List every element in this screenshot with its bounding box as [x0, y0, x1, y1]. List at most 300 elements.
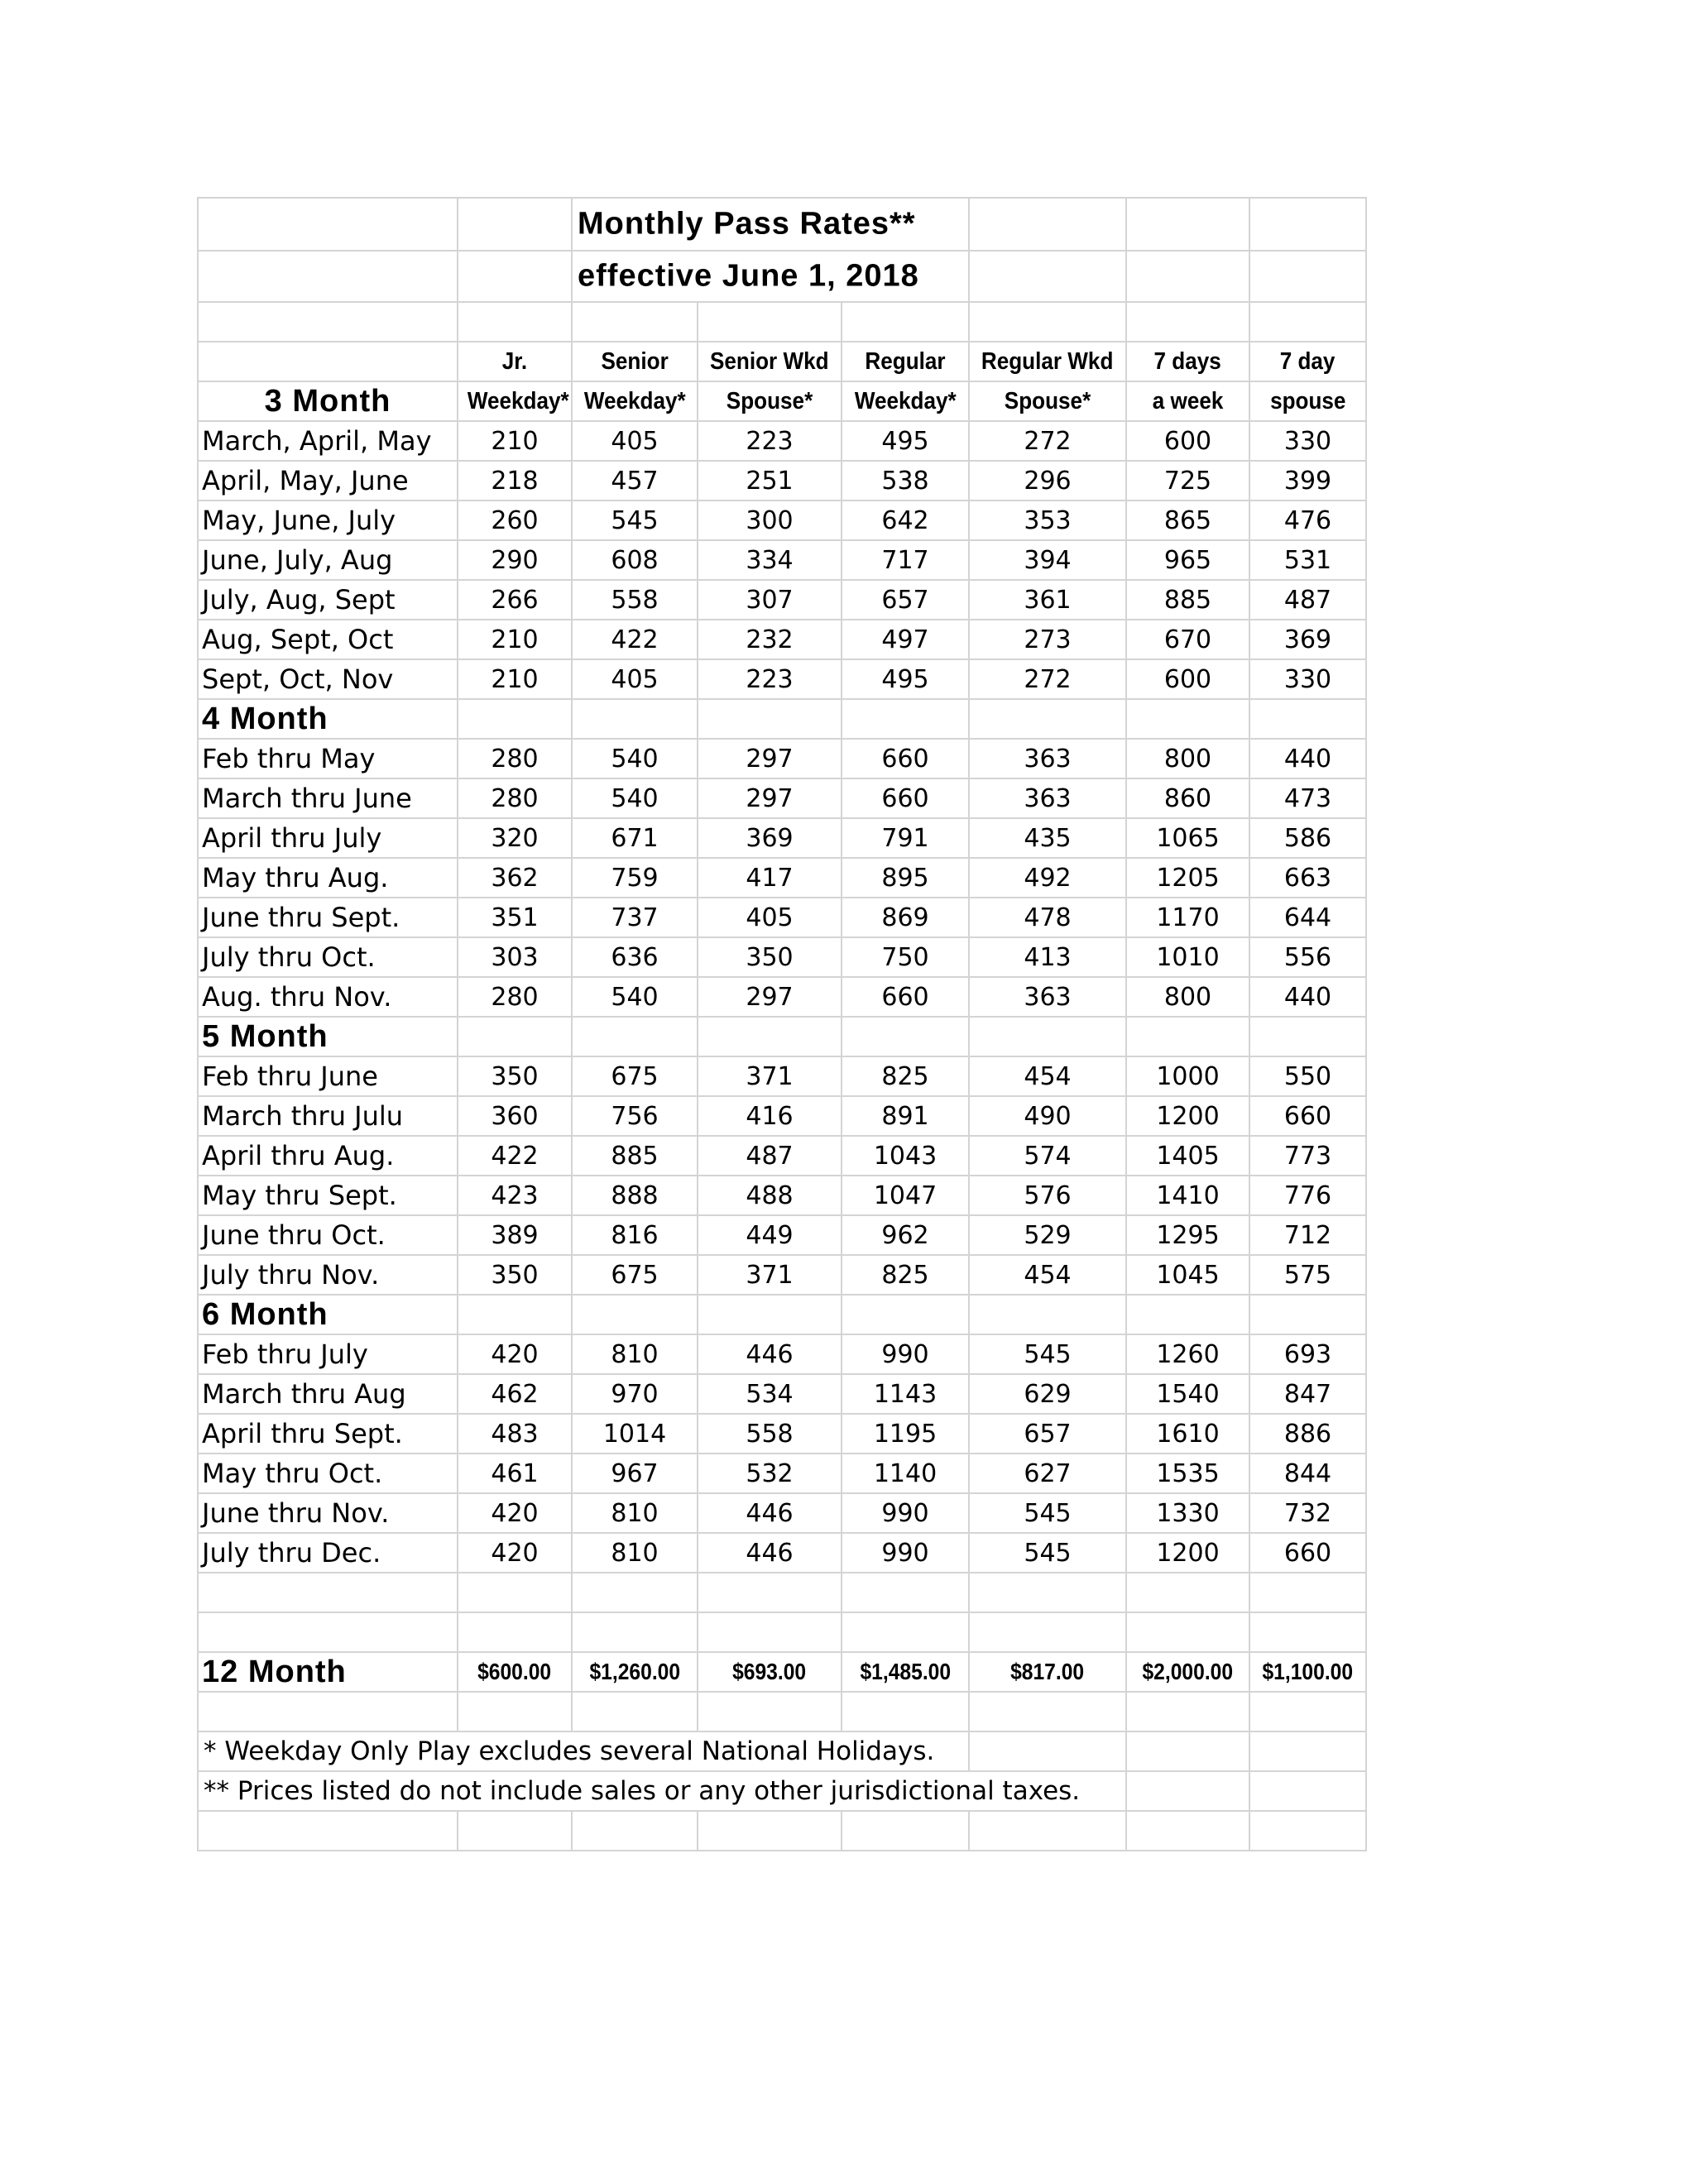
- blank-row: [198, 1612, 1366, 1652]
- empty-cell: [969, 1811, 1126, 1851]
- empty-cell: [1126, 1295, 1249, 1334]
- col-header-top: Regular Wkd: [969, 342, 1126, 381]
- rate-cell: 962: [842, 1215, 969, 1255]
- row-label: June thru Oct.: [198, 1215, 458, 1255]
- rate-cell: 540: [572, 977, 698, 1017]
- rate-cell: 600: [1126, 421, 1249, 461]
- table-row: [198, 977, 1366, 1017]
- row-label: March thru Julu: [198, 1096, 458, 1136]
- blank-row: [198, 1573, 1366, 1612]
- rate-cell: 440: [1249, 739, 1366, 778]
- rate-cell: 885: [1126, 580, 1249, 620]
- empty-cell: [1249, 1573, 1366, 1612]
- blank-row: [198, 302, 1366, 342]
- col-header-bottom: Weekday*: [458, 381, 572, 421]
- rate-cell: 660: [842, 778, 969, 818]
- rate-cell: 540: [572, 778, 698, 818]
- rate-cell: 497: [842, 620, 969, 659]
- row-label: June thru Nov.: [198, 1493, 458, 1533]
- rate-cell: 405: [572, 421, 698, 461]
- rate-cell: 296: [969, 461, 1126, 500]
- rate-cell: 361: [969, 580, 1126, 620]
- row-label: Feb thru May: [198, 739, 458, 778]
- rate-cell: 416: [698, 1096, 842, 1136]
- table-row: [198, 659, 1366, 699]
- table-row: [198, 540, 1366, 580]
- rate-cell: 413: [969, 937, 1126, 977]
- rate-cell: 791: [842, 818, 969, 858]
- rate-cell: 476: [1249, 500, 1366, 540]
- rate-cell: 540: [572, 739, 698, 778]
- rate-cell: 272: [969, 421, 1126, 461]
- rate-cell: 1045: [1126, 1255, 1249, 1295]
- empty-cell: [572, 1811, 698, 1851]
- rate-cell: 330: [1249, 659, 1366, 699]
- empty-cell: [458, 1612, 572, 1652]
- rate-cell: 363: [969, 778, 1126, 818]
- rate-cell: 636: [572, 937, 698, 977]
- rate-cell: 608: [572, 540, 698, 580]
- table-row: [198, 1334, 1366, 1374]
- section-row: [198, 1017, 1366, 1056]
- rate-cell: 847: [1249, 1374, 1366, 1414]
- rate-cell: 869: [842, 898, 969, 937]
- empty-cell: [1249, 1771, 1366, 1811]
- row-label: July thru Nov.: [198, 1255, 458, 1295]
- table-row: [198, 1176, 1366, 1215]
- header-row-top: [198, 342, 1366, 381]
- rate-cell: 350: [458, 1056, 572, 1096]
- rate-cell: 405: [698, 898, 842, 937]
- price-cell: $693.00: [698, 1652, 842, 1692]
- row-label: March thru June: [198, 778, 458, 818]
- rate-cell: 273: [969, 620, 1126, 659]
- rate-cell: 435: [969, 818, 1126, 858]
- row-label: May thru Sept.: [198, 1176, 458, 1215]
- rate-cell: 210: [458, 421, 572, 461]
- row-label: May thru Aug.: [198, 858, 458, 898]
- rate-cell: 210: [458, 620, 572, 659]
- section-heading: 6 Month: [198, 1295, 458, 1334]
- empty-cell: [1249, 1811, 1366, 1851]
- rate-cell: 405: [572, 659, 698, 699]
- row-label: July, Aug, Sept: [198, 580, 458, 620]
- section-heading: 5 Month: [198, 1017, 458, 1056]
- section-heading: 4 Month: [198, 699, 458, 739]
- row-label: Aug, Sept, Oct: [198, 620, 458, 659]
- rate-cell: 965: [1126, 540, 1249, 580]
- rate-cell: 1140: [842, 1454, 969, 1493]
- rate-cell: 657: [842, 580, 969, 620]
- rate-cell: 886: [1249, 1414, 1366, 1454]
- rate-cell: 446: [698, 1533, 842, 1573]
- empty-cell: [458, 1811, 572, 1851]
- table-row: [198, 421, 1366, 461]
- table-row: [198, 580, 1366, 620]
- empty-cell: [1249, 1017, 1366, 1056]
- rate-cell: 1010: [1126, 937, 1249, 977]
- empty-cell: [698, 1811, 842, 1851]
- rate-cell: 422: [458, 1136, 572, 1176]
- row-label: April thru Sept.: [198, 1414, 458, 1454]
- rate-cell: 483: [458, 1414, 572, 1454]
- empty-cell: [198, 1692, 458, 1731]
- empty-cell: [969, 1692, 1126, 1731]
- rate-cell: 1405: [1126, 1136, 1249, 1176]
- rate-cell: 369: [1249, 620, 1366, 659]
- col-header-top: Senior: [572, 342, 698, 381]
- rate-cell: 675: [572, 1056, 698, 1096]
- rate-cell: 725: [1126, 461, 1249, 500]
- empty-cell: [572, 1692, 698, 1731]
- rate-cell: 218: [458, 461, 572, 500]
- rate-cell: 350: [458, 1255, 572, 1295]
- table-row: [198, 1255, 1366, 1295]
- rate-cell: 394: [969, 540, 1126, 580]
- rate-cell: 967: [572, 1454, 698, 1493]
- rate-cell: 1410: [1126, 1176, 1249, 1215]
- rate-cell: 423: [458, 1176, 572, 1215]
- rate-cell: 670: [1126, 620, 1249, 659]
- row-label: Aug. thru Nov.: [198, 977, 458, 1017]
- section-row: [198, 1295, 1366, 1334]
- row-label: March, April, May: [198, 421, 458, 461]
- col-header-top: Jr.: [458, 342, 572, 381]
- rate-cell: 334: [698, 540, 842, 580]
- rate-cell: 351: [458, 898, 572, 937]
- rate-cell: 531: [1249, 540, 1366, 580]
- table-row: [198, 461, 1366, 500]
- rate-cell: 800: [1126, 739, 1249, 778]
- title-row: [198, 198, 1366, 251]
- rate-cell: 307: [698, 580, 842, 620]
- empty-cell: [969, 1612, 1126, 1652]
- rate-cell: 399: [1249, 461, 1366, 500]
- header-row-bottom: [198, 381, 1366, 421]
- twelve-month-row: [198, 1652, 1366, 1692]
- footnote: * Weekday Only Play excludes several National Holidays.: [198, 1731, 969, 1771]
- price-cell: $1,100.00: [1249, 1652, 1366, 1692]
- rate-cell: 773: [1249, 1136, 1366, 1176]
- rate-cell: 1295: [1126, 1215, 1249, 1255]
- empty-cell: [572, 1295, 698, 1334]
- rate-cell: 810: [572, 1493, 698, 1533]
- row-label: May thru Oct.: [198, 1454, 458, 1493]
- rate-cell: 454: [969, 1255, 1126, 1295]
- empty-cell: [969, 699, 1126, 739]
- footnote: ** Prices listed do not include sales or any other jurisdictional taxes.: [198, 1771, 1126, 1811]
- rate-cell: 478: [969, 898, 1126, 937]
- rate-cell: 360: [458, 1096, 572, 1136]
- rate-cell: 495: [842, 659, 969, 699]
- rate-cell: 663: [1249, 858, 1366, 898]
- table-row: [198, 898, 1366, 937]
- rate-cell: 280: [458, 739, 572, 778]
- rate-cell: 990: [842, 1533, 969, 1573]
- section-heading: 3 Month: [198, 381, 458, 421]
- rate-cell: 371: [698, 1056, 842, 1096]
- rate-cell: 586: [1249, 818, 1366, 858]
- rate-cell: 420: [458, 1533, 572, 1573]
- rate-cell: 487: [698, 1136, 842, 1176]
- rate-cell: 545: [969, 1334, 1126, 1374]
- empty-cell: [458, 1692, 572, 1731]
- price-cell: $817.00: [969, 1652, 1126, 1692]
- rate-cell: 420: [458, 1334, 572, 1374]
- rate-cell: 574: [969, 1136, 1126, 1176]
- rate-cell: 440: [1249, 977, 1366, 1017]
- rate-cell: 369: [698, 818, 842, 858]
- rate-cell: 492: [969, 858, 1126, 898]
- row-label: Sept, Oct, Nov: [198, 659, 458, 699]
- empty-cell: [1249, 699, 1366, 739]
- rate-cell: 759: [572, 858, 698, 898]
- rate-cell: 776: [1249, 1176, 1366, 1215]
- empty-cell: [1249, 1731, 1366, 1771]
- table-row: [198, 1374, 1366, 1414]
- row-label: June, July, Aug: [198, 540, 458, 580]
- col-header-bottom: Spouse*: [969, 381, 1126, 421]
- rate-cell: 251: [698, 461, 842, 500]
- rate-cell: 756: [572, 1096, 698, 1136]
- rate-cell: 891: [842, 1096, 969, 1136]
- col-header-top: Regular: [842, 342, 969, 381]
- rate-cell: 990: [842, 1493, 969, 1533]
- row-label: June thru Sept.: [198, 898, 458, 937]
- section-heading: 12 Month: [198, 1652, 458, 1692]
- row-label: May, June, July: [198, 500, 458, 540]
- price-cell: $1,485.00: [842, 1652, 969, 1692]
- rate-cell: 446: [698, 1334, 842, 1374]
- rate-cell: 825: [842, 1255, 969, 1295]
- rate-cell: 389: [458, 1215, 572, 1255]
- rate-cell: 1065: [1126, 818, 1249, 858]
- table-row: [198, 778, 1366, 818]
- rate-cell: 223: [698, 659, 842, 699]
- rate-cell: 495: [842, 421, 969, 461]
- empty-cell: [458, 1295, 572, 1334]
- rate-cell: 1143: [842, 1374, 969, 1414]
- rate-cell: 1205: [1126, 858, 1249, 898]
- table-row: [198, 818, 1366, 858]
- blank-row: [198, 1811, 1366, 1851]
- row-label: July thru Dec.: [198, 1533, 458, 1573]
- empty-cell: [1126, 1573, 1249, 1612]
- col-header-top: 7 days: [1126, 342, 1249, 381]
- rate-cell: 462: [458, 1374, 572, 1414]
- rate-cell: 457: [572, 461, 698, 500]
- rate-cell: 266: [458, 580, 572, 620]
- rate-cell: 363: [969, 739, 1126, 778]
- table-row: [198, 1414, 1366, 1454]
- rate-cell: 1014: [572, 1414, 698, 1454]
- rate-cell: 895: [842, 858, 969, 898]
- rate-cell: 545: [969, 1493, 1126, 1533]
- rate-cell: 280: [458, 977, 572, 1017]
- rate-cell: 660: [1249, 1533, 1366, 1573]
- rate-cell: 693: [1249, 1334, 1366, 1374]
- rate-cell: 1260: [1126, 1334, 1249, 1374]
- rate-cell: 300: [698, 500, 842, 540]
- empty-cell: [1126, 1692, 1249, 1731]
- empty-cell: [458, 1017, 572, 1056]
- note-row: [198, 1731, 1366, 1771]
- empty-cell: [969, 1017, 1126, 1056]
- empty-cell: [198, 1811, 458, 1851]
- rate-cell: 297: [698, 977, 842, 1017]
- table-row: [198, 1096, 1366, 1136]
- empty-cell: [1249, 1612, 1366, 1652]
- rate-cell: 657: [969, 1414, 1126, 1454]
- empty-cell: [572, 699, 698, 739]
- empty-cell: [1249, 1295, 1366, 1334]
- rate-cell: 303: [458, 937, 572, 977]
- table-row: [198, 1136, 1366, 1176]
- rate-cell: 717: [842, 540, 969, 580]
- rate-cell: 550: [1249, 1056, 1366, 1096]
- rate-cell: 1535: [1126, 1454, 1249, 1493]
- rate-cell: 487: [1249, 580, 1366, 620]
- rate-cell: 232: [698, 620, 842, 659]
- row-label: July thru Oct.: [198, 937, 458, 977]
- rate-cell: 371: [698, 1255, 842, 1295]
- rate-cell: 353: [969, 500, 1126, 540]
- rate-cell: 534: [698, 1374, 842, 1414]
- rate-cell: 970: [572, 1374, 698, 1414]
- empty-cell: [969, 1295, 1126, 1334]
- rate-cell: 545: [572, 500, 698, 540]
- empty-cell: [698, 699, 842, 739]
- col-header-top: Senior Wkd: [698, 342, 842, 381]
- table-row: [198, 1533, 1366, 1573]
- rate-cell: 223: [698, 421, 842, 461]
- table-row: [198, 1215, 1366, 1255]
- empty-cell: [969, 1573, 1126, 1612]
- rate-cell: 660: [842, 739, 969, 778]
- rate-cell: 888: [572, 1176, 698, 1215]
- rate-cell: 750: [842, 937, 969, 977]
- empty-cell: [1249, 1692, 1366, 1731]
- rate-cell: 556: [1249, 937, 1366, 977]
- table-row: [198, 937, 1366, 977]
- price-cell: $2,000.00: [1126, 1652, 1249, 1692]
- price-cell: $600.00: [458, 1652, 572, 1692]
- rate-cell: 660: [1249, 1096, 1366, 1136]
- rate-cell: 210: [458, 659, 572, 699]
- rate-cell: 290: [458, 540, 572, 580]
- subtitle-row: [198, 251, 1366, 302]
- row-label: April thru Aug.: [198, 1136, 458, 1176]
- blank-row: [198, 1692, 1366, 1731]
- note-row: [198, 1771, 1366, 1811]
- rate-cell: 627: [969, 1454, 1126, 1493]
- col-header-bottom: Weekday*: [842, 381, 969, 421]
- rate-cell: 350: [698, 937, 842, 977]
- empty-cell: [458, 1573, 572, 1612]
- rate-cell: 576: [969, 1176, 1126, 1215]
- rate-cell: 575: [1249, 1255, 1366, 1295]
- rate-cell: 1200: [1126, 1533, 1249, 1573]
- rate-cell: 644: [1249, 898, 1366, 937]
- rate-cell: 800: [1126, 977, 1249, 1017]
- rate-cell: 1200: [1126, 1096, 1249, 1136]
- rate-cell: 1610: [1126, 1414, 1249, 1454]
- table-row: [198, 1493, 1366, 1533]
- empty-cell: [198, 1573, 458, 1612]
- rate-cell: 1170: [1126, 898, 1249, 937]
- rate-cell: 362: [458, 858, 572, 898]
- rate-cell: 330: [1249, 421, 1366, 461]
- table-row: [198, 1454, 1366, 1493]
- row-label: Feb thru July: [198, 1334, 458, 1374]
- empty-cell: [842, 1017, 969, 1056]
- empty-cell: [698, 1612, 842, 1652]
- row-label: April, May, June: [198, 461, 458, 500]
- section-row: [198, 699, 1366, 739]
- table-row: [198, 620, 1366, 659]
- empty-cell: [842, 1811, 969, 1851]
- rate-cell: 990: [842, 1334, 969, 1374]
- col-header-bottom: a week: [1126, 381, 1249, 421]
- table-row: [198, 739, 1366, 778]
- table-row: [198, 858, 1366, 898]
- empty-cell: [698, 1692, 842, 1731]
- rate-cell: 642: [842, 500, 969, 540]
- rate-cell: 417: [698, 858, 842, 898]
- empty-cell: [1126, 1017, 1249, 1056]
- rate-cell: 422: [572, 620, 698, 659]
- empty-cell: [1126, 1612, 1249, 1652]
- empty-cell: [1126, 1731, 1249, 1771]
- rate-cell: 675: [572, 1255, 698, 1295]
- rate-cell: 420: [458, 1493, 572, 1533]
- rate-cell: 558: [572, 580, 698, 620]
- empty-cell: [198, 1612, 458, 1652]
- col-header-top: 7 day: [1249, 342, 1366, 381]
- rate-cell: 660: [842, 977, 969, 1017]
- rate-cell: 1540: [1126, 1374, 1249, 1414]
- rate-cell: 260: [458, 500, 572, 540]
- empty-cell: [698, 1295, 842, 1334]
- rate-cell: 1043: [842, 1136, 969, 1176]
- rate-cell: 488: [698, 1176, 842, 1215]
- empty-cell: [698, 1017, 842, 1056]
- table-title: Monthly Pass Rates**: [572, 198, 969, 251]
- rate-cell: 737: [572, 898, 698, 937]
- rate-cell: 810: [572, 1334, 698, 1374]
- rate-cell: 600: [1126, 659, 1249, 699]
- empty-cell: [458, 699, 572, 739]
- rate-cell: 454: [969, 1056, 1126, 1096]
- rate-cell: 272: [969, 659, 1126, 699]
- empty-cell: [572, 1573, 698, 1612]
- row-label: Feb thru June: [198, 1056, 458, 1096]
- rate-cell: 1047: [842, 1176, 969, 1215]
- table-row: [198, 500, 1366, 540]
- empty-cell: [842, 1573, 969, 1612]
- empty-cell: [698, 1573, 842, 1612]
- rate-cell: 810: [572, 1533, 698, 1573]
- table-subtitle: effective June 1, 2018: [572, 251, 969, 302]
- rate-cell: 545: [969, 1533, 1126, 1573]
- empty-cell: [1126, 1771, 1249, 1811]
- col-header-bottom: spouse: [1249, 381, 1366, 421]
- empty-cell: [842, 1612, 969, 1652]
- empty-cell: [842, 1692, 969, 1731]
- rate-cell: 320: [458, 818, 572, 858]
- rate-cell: 297: [698, 778, 842, 818]
- empty-cell: [572, 1017, 698, 1056]
